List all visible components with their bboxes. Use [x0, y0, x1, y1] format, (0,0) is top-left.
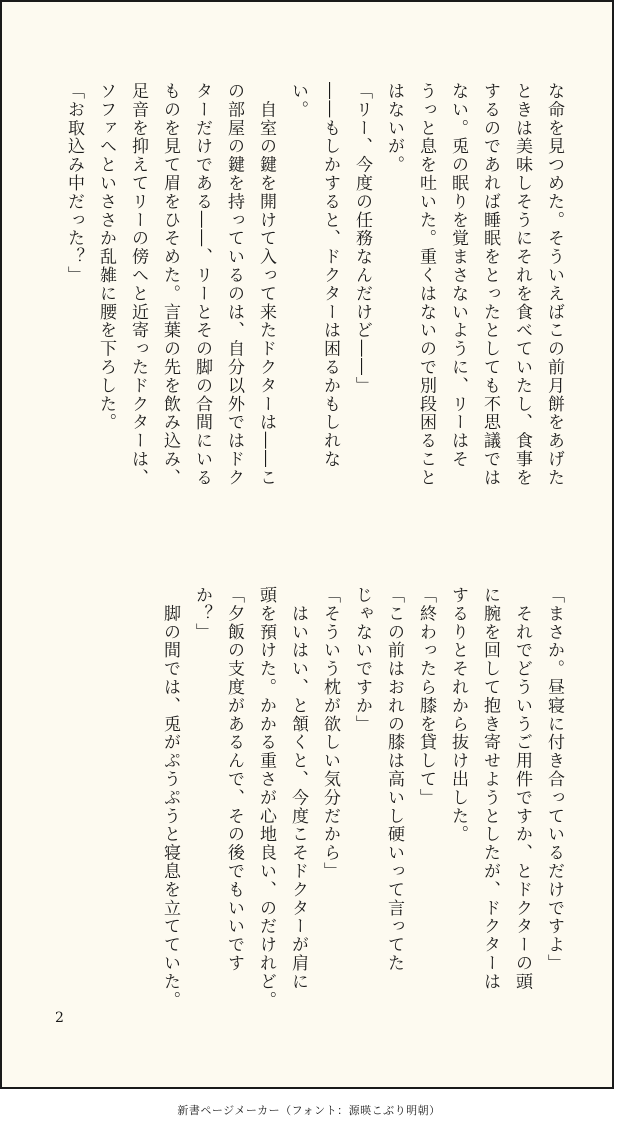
text-column: それでどういうご用件ですか、とドクターの頭	[512, 586, 532, 991]
text-column: 「そういう枕が欲しい気分だから」	[320, 586, 340, 881]
lower-text-block	[154, 586, 570, 1010]
text-column: 足音を抑えてリーの傍へと近寄ったドクターは、	[128, 82, 148, 487]
text-column: 「リー、今度の任務なんだけど――」	[352, 82, 372, 395]
text-column: ソファへといささか乱雑に腰を下ろした。	[96, 82, 116, 432]
text-column: ――もしかすると、ドクターは困るかもしれな	[320, 82, 340, 469]
text-column: ターだけである――、リーとその脚の合間にいる	[192, 82, 212, 487]
text-column: はいはい、と頷くと、今度こそドクターが肩に	[288, 586, 308, 991]
text-column: するりとそれから抜け出した。	[448, 586, 468, 844]
page-number: 2	[55, 1010, 64, 1026]
text-column: じゃないですか」	[352, 586, 372, 734]
text-column: 脚の間では、兎がぷうぷうと寝息を立てていた。	[160, 586, 180, 1010]
text-column: 頭を預けた。かかる重さが心地良い、のだけれど。	[256, 586, 276, 1010]
text-column: うっと息を吐いた。重くはないので別段困ること	[416, 82, 436, 487]
upper-text-block	[58, 82, 570, 527]
text-column: い。	[288, 82, 308, 119]
text-column: 「お取込み中だった？」	[64, 82, 84, 285]
text-column: ものを見て眉をひそめた。言葉の先を飲み込み、	[160, 82, 180, 487]
text-column: 自室の鍵を開けて入って来たドクターは――こ	[256, 82, 276, 487]
text-column: 「終わったら膝を貸して」	[416, 586, 436, 807]
text-column: はないが。	[384, 82, 404, 174]
text-column: 「まさか。昼寝に付き合っているだけですよ」	[544, 586, 564, 973]
text-column: 「夕飯の支度があるんで、その後でもいいです	[224, 586, 244, 973]
text-column: な命を見つめた。そういえばこの前月餅をあげた	[544, 82, 564, 487]
text-column: ない。兎の眠りを覚まさないように、リーはそ	[448, 82, 468, 469]
text-column: か？」	[192, 586, 212, 642]
text-column: 「この前はおれの膝は高いし硬いって言ってた	[384, 586, 404, 973]
footer-credit: 新書ページメーカー（フォント：源暎こぶり明朝）	[177, 1104, 441, 1117]
text-column: に腕を回して抱き寄せようとしたが、ドクターは	[480, 586, 500, 991]
text-column: の部屋の鍵を持っているのは、自分以外ではドク	[224, 82, 244, 487]
text-column: するのであれば睡眠をとったとしても不思議では	[480, 82, 500, 487]
text-column: ときは美味しそうにそれを食べていたし、食事を	[512, 82, 532, 487]
